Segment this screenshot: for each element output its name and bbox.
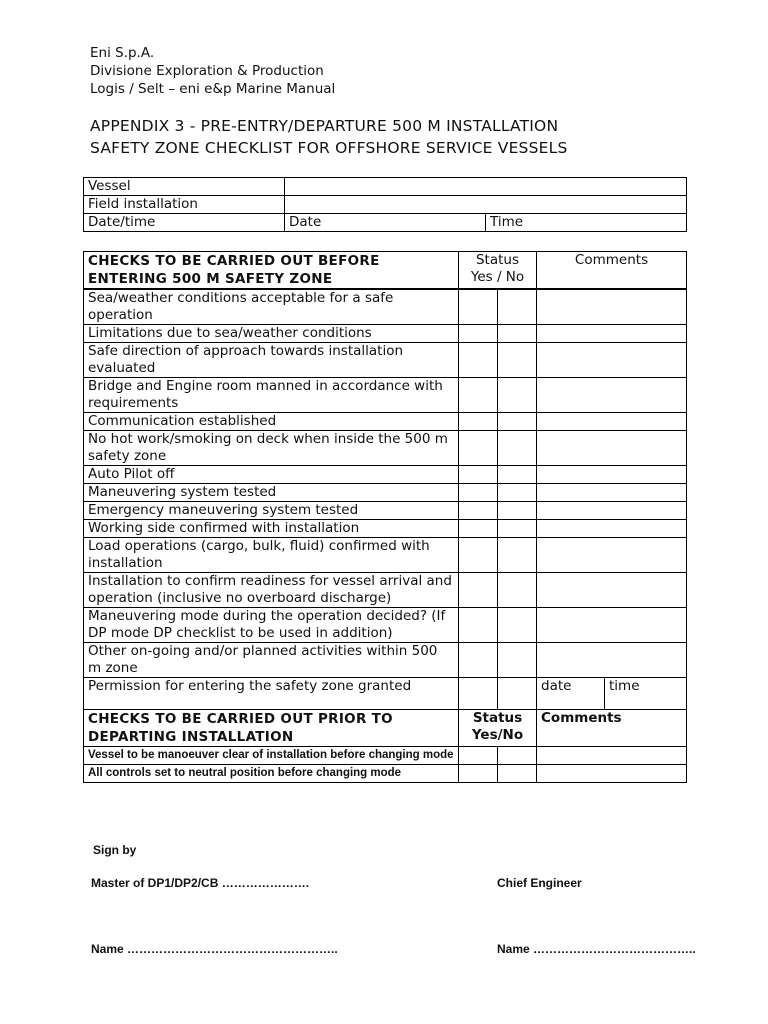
comments-cell[interactable] (537, 413, 687, 431)
checklist-row (84, 608, 687, 643)
status-no-cell[interactable] (498, 643, 537, 678)
comments-cell[interactable] (537, 747, 687, 765)
time-cell[interactable] (486, 214, 687, 232)
check-item-label: Maneuvering mode during the operation decided? (If DP mode DP checklist to be used in addition) (84, 608, 459, 643)
entry-comments-header: Comments (537, 252, 687, 290)
status-no-cell[interactable] (498, 431, 537, 466)
departure-items (84, 747, 687, 783)
vessel-value-cell[interactable] (285, 178, 687, 196)
sign-by-label: Sign by (93, 843, 137, 857)
status-no-cell[interactable] (498, 325, 537, 343)
status-no-cell[interactable] (498, 520, 537, 538)
status-no-cell[interactable] (498, 765, 537, 783)
master-signature-line: Master of DP1/DP2/CB …………………. (91, 876, 310, 890)
vessel-info-table (83, 177, 687, 232)
title-line-2: SAFETY ZONE CHECKLIST FOR OFFSHORE SERVICE VESSELS (90, 139, 568, 157)
checklist-row (84, 643, 687, 678)
comments-cell[interactable] (537, 325, 687, 343)
status-yes-cell[interactable] (459, 747, 498, 765)
checklist-row (84, 378, 687, 413)
status-yes-cell[interactable] (459, 484, 498, 502)
permission-time-label: time (609, 678, 640, 694)
comments-cell[interactable] (537, 573, 687, 608)
checklist-row (84, 538, 687, 573)
entry-status-header: Status Yes / No (459, 252, 537, 290)
checklist-row (84, 325, 687, 343)
status-no-cell[interactable] (498, 289, 537, 325)
check-item-label: Limitations due to sea/weather conditions (84, 325, 459, 343)
check-item-label: Installation to confirm readiness for vessel arrival and operation (inclusive no overboard discharge) (84, 573, 459, 608)
status-yes-cell[interactable] (459, 573, 498, 608)
status-yes-cell[interactable] (459, 378, 498, 413)
comments-cell[interactable] (537, 765, 687, 783)
check-item-label: Bridge and Engine room manned in accordance with requirements (84, 378, 459, 413)
checklist-row (84, 765, 687, 783)
comments-cell[interactable] (537, 466, 687, 484)
check-item-label: Vessel to be manoeuver clear of installation before changing mode (84, 747, 459, 765)
check-item-label: No hot work/smoking on deck when inside the 500 m safety zone (84, 431, 459, 466)
status-no-cell[interactable] (498, 484, 537, 502)
comments-cell[interactable] (537, 484, 687, 502)
comments-cell[interactable] (537, 289, 687, 325)
chief-engineer-label: Chief Engineer (497, 876, 582, 890)
permission-row (84, 678, 687, 710)
entry-heading: CHECKS TO BE CARRIED OUT BEFORE ENTERING 500 M SAFETY ZONE (84, 252, 459, 290)
status-no-cell[interactable] (498, 573, 537, 608)
comments-cell[interactable] (537, 643, 687, 678)
status-yes-cell[interactable] (459, 538, 498, 573)
status-yes-cell[interactable] (459, 502, 498, 520)
checklist-row (84, 431, 687, 466)
check-item-label: Maneuvering system tested (84, 484, 459, 502)
check-item-label: Communication established (84, 413, 459, 431)
checklist-row (84, 413, 687, 431)
vessel-row (84, 178, 687, 196)
comments-cell[interactable] (537, 431, 687, 466)
departure-comments-header: Comments (537, 710, 687, 747)
datetime-label: Date/time (84, 214, 285, 232)
permission-label: Permission for entering the safety zone granted (84, 678, 459, 710)
field-label: Field installation (84, 196, 285, 214)
date-cell[interactable] (285, 214, 486, 232)
status-yes-cell[interactable] (459, 289, 498, 325)
departure-heading: CHECKS TO BE CARRIED OUT PRIOR TO DEPARTING INSTALLATION (84, 710, 459, 747)
checklist-row (84, 484, 687, 502)
status-no-cell[interactable] (498, 608, 537, 643)
permission-date-label: date (541, 678, 572, 694)
entry-items (84, 289, 687, 678)
status-yes-cell[interactable] (459, 343, 498, 378)
check-item-label: Other on-going and/or planned activities within 500 m zone (84, 643, 459, 678)
comments-cell[interactable] (537, 538, 687, 573)
checklist-row (84, 343, 687, 378)
departure-status-header: Status Yes/No (459, 710, 537, 747)
checklist-row (84, 289, 687, 325)
status-yes-cell[interactable] (459, 765, 498, 783)
status-yes-cell[interactable] (459, 520, 498, 538)
status-yes-cell[interactable] (459, 608, 498, 643)
manual-name: Logis / Selt – eni e&p Marine Manual (90, 81, 336, 97)
field-row (84, 196, 687, 214)
status-no-cell[interactable] (498, 466, 537, 484)
title-line-1: APPENDIX 3 - PRE-ENTRY/DEPARTURE 500 M INSTALLATION (90, 117, 559, 135)
check-item-label: Auto Pilot off (84, 466, 459, 484)
checklist-row (84, 747, 687, 765)
status-yes-cell[interactable] (459, 643, 498, 678)
comments-cell[interactable] (537, 343, 687, 378)
time-label: Time (490, 214, 524, 230)
permission-yes-cell[interactable] (459, 678, 498, 710)
status-yes-cell[interactable] (459, 413, 498, 431)
check-item-label: Working side confirmed with installation (84, 520, 459, 538)
document-header (90, 44, 335, 98)
vessel-label: Vessel (84, 178, 285, 196)
comments-cell[interactable] (537, 502, 687, 520)
entry-header-row (84, 252, 687, 290)
checklist-row (84, 466, 687, 484)
checklist-row (84, 520, 687, 538)
departure-header-row (84, 710, 687, 747)
check-item-label: Sea/weather conditions acceptable for a safe operation (84, 289, 459, 325)
permission-time-cell[interactable] (605, 678, 687, 710)
check-item-label: Safe direction of approach towards installation evaluated (84, 343, 459, 378)
page-title (90, 115, 568, 159)
permission-no-cell[interactable] (498, 678, 537, 710)
checklist-row (84, 573, 687, 608)
checklist-table (83, 251, 687, 783)
check-item-label: Load operations (cargo, bulk, fluid) confirmed with installation (84, 538, 459, 573)
name-left-line: Name …………………………………………….. (91, 942, 338, 956)
status-yes-cell[interactable] (459, 431, 498, 466)
company-name: Eni S.p.A. (90, 45, 155, 61)
division-name: Divisione Exploration & Production (90, 63, 324, 79)
status-no-cell[interactable] (498, 747, 537, 765)
date-label: Date (289, 214, 322, 230)
comments-cell[interactable] (537, 520, 687, 538)
field-value-cell[interactable] (285, 196, 687, 214)
comments-cell[interactable] (537, 378, 687, 413)
status-no-cell[interactable] (498, 502, 537, 520)
comments-cell[interactable] (537, 608, 687, 643)
status-no-cell[interactable] (498, 343, 537, 378)
check-item-label: Emergency maneuvering system tested (84, 502, 459, 520)
status-yes-cell[interactable] (459, 466, 498, 484)
status-no-cell[interactable] (498, 413, 537, 431)
check-item-label: All controls set to neutral position before changing mode (84, 765, 459, 783)
status-yes-cell[interactable] (459, 325, 498, 343)
permission-date-cell[interactable] (537, 678, 605, 710)
datetime-row (84, 214, 687, 232)
checklist-row (84, 502, 687, 520)
name-right-line: Name ………………………………….. (497, 942, 696, 956)
status-no-cell[interactable] (498, 538, 537, 573)
status-no-cell[interactable] (498, 378, 537, 413)
